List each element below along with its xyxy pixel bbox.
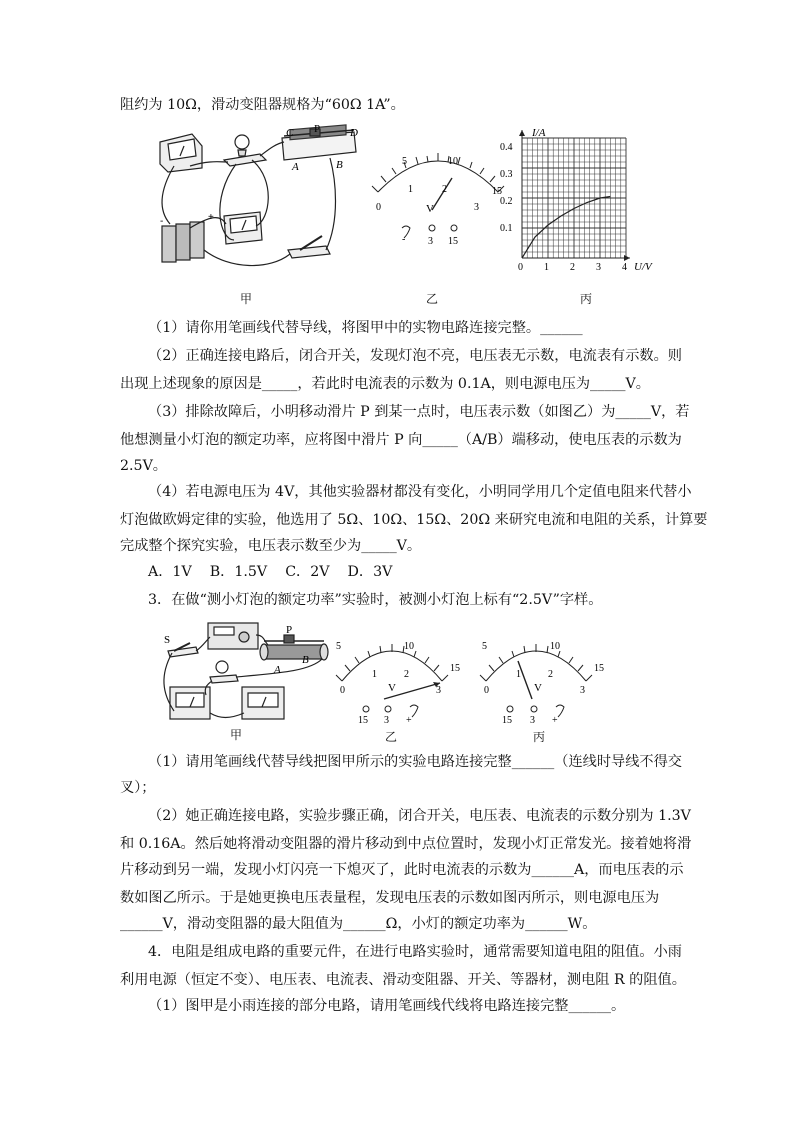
switch-icon xyxy=(168,643,198,657)
dial-yi-v-label: V xyxy=(388,682,396,694)
ammeter-icon xyxy=(160,134,202,172)
text-line: 数如图乙所示。于是她更换电压表量程，发现电压表的示数如图丙所示，则电源电压为 xyxy=(120,890,660,906)
rheostat-label-a: A xyxy=(292,161,299,173)
text-line: （4）若电源电压为 4V，其他实验器材都没有变化，小明同学用几个定值电阻来代替小 xyxy=(148,484,692,500)
dial-bing-v-label: V xyxy=(534,682,542,694)
rheostat-label-b: B xyxy=(302,654,309,666)
terminal-15: 15 xyxy=(358,715,368,726)
power-supply-icon xyxy=(208,623,258,649)
terminal-minus: - xyxy=(402,234,406,245)
dial-bing-bottom-2: 2 xyxy=(548,669,553,680)
caption-yi-2: 乙 xyxy=(385,730,398,744)
graph-ylabel: I/A xyxy=(532,127,546,139)
voltmeter-icon xyxy=(242,687,284,719)
graph-x-tick: 0 xyxy=(518,262,523,273)
rheostat-icon xyxy=(260,635,328,660)
text-line: 灯泡做欧姆定律的实验，他选用了 5Ω、10Ω、15Ω、20Ω 来研究电流和电阻的关系，计算要 xyxy=(120,512,708,528)
text-line: （2）正确连接电路后，闭合开关，发现灯泡不亮，电压表无示数，电流表有示数。则 xyxy=(148,348,682,364)
iu-graph-bing xyxy=(519,130,630,261)
dial-yi-bottom-3: 3 xyxy=(474,202,479,213)
rheostat-label-c: C xyxy=(286,127,294,139)
switch-icon xyxy=(288,236,330,258)
text-line: 叉）； xyxy=(120,780,156,796)
graph-x-tick: 3 xyxy=(596,262,601,273)
text-line: 出现上述现象的原因是_____，若此时电流表的示数为 0.1A，则电源电压为_____V。 xyxy=(120,376,650,392)
voltmeter-dial-yi-2 xyxy=(336,644,448,717)
terminal-plus: + xyxy=(406,715,412,726)
dial-yi-top-10: 10 xyxy=(448,156,458,167)
text-line: 和 0.16A。然后她将滑动变阻器的滑片移动到中点位置时，发现小灯正常发光。接着她将滑 xyxy=(120,836,692,852)
dial-yi-bottom-1: 1 xyxy=(372,669,377,680)
terminal-3: 3 xyxy=(428,236,433,247)
text-line: （1）图甲是小雨连接的部分电路，请用笔画线代线将电路连接完整______。 xyxy=(148,998,626,1014)
caption-bing: 丙 xyxy=(580,292,593,306)
text-line: 片移动到另一端，发现小灯闪亮一下熄灭了，此时电流表的示数为______A，而电压表的示 xyxy=(120,862,684,878)
rheostat-label-a: A xyxy=(274,664,281,676)
dial-yi-bottom-2: 2 xyxy=(404,669,409,680)
battery-icon xyxy=(162,222,204,262)
rheostat-label-b: B xyxy=(336,159,343,171)
graph-y-tick: 0.4 xyxy=(500,142,513,153)
terminal-3: 3 xyxy=(530,715,535,726)
battery-minus: - xyxy=(160,216,164,227)
circuit-diagram-jia-2 xyxy=(164,623,328,719)
text-line: （1）请你用笔画线代替导线，将图甲中的实物电路连接完整。______ xyxy=(148,320,583,336)
dial-bing-top-15: 15 xyxy=(594,663,604,674)
dial-yi-bottom-3: 3 xyxy=(436,685,441,696)
graph-y-tick: 0.2 xyxy=(500,196,513,207)
text-line: 他想测量小灯泡的额定功率，应将图中滑片 P 向_____（A/B）端移动，使电压表的示数为 xyxy=(120,432,682,448)
text-line: （1）请用笔画线代替导线把图甲所示的实验电路连接完整______（连线时导线不得交 xyxy=(148,754,682,770)
text-line: ______V，滑动变阻器的最大阻值为______Ω，小灯的额定功率为______W。 xyxy=(120,916,597,932)
terminal-15: 15 xyxy=(502,715,512,726)
figure-1 xyxy=(150,120,680,280)
battery-plus: + xyxy=(208,212,214,223)
dial-yi-zero: 0 xyxy=(376,202,381,213)
caption-jia: 甲 xyxy=(240,292,253,306)
caption-bing-2: 丙 xyxy=(533,730,546,744)
question-4-heading: 4．电阻是组成电路的重要元件，在进行电路实验时，通常需要知道电阻的阻值。小雨 xyxy=(148,944,682,960)
text-line: 完成整个探究实验，电压表示数至少为_____V。 xyxy=(120,538,422,554)
graph-y-tick: 0.1 xyxy=(500,223,513,234)
figure-2 xyxy=(160,615,620,740)
dial-yi-zero: 0 xyxy=(340,685,345,696)
terminal-plus: + xyxy=(552,715,558,726)
circuit-diagram-jia xyxy=(160,125,356,266)
rheostat-label-p: P xyxy=(314,123,321,135)
caption-jia-2: 甲 xyxy=(230,728,243,742)
graph-xlabel: U/V xyxy=(634,261,652,273)
dial-bing-zero: 0 xyxy=(484,685,489,696)
voltmeter-dial-bing-2 xyxy=(480,644,592,717)
answer-options: A．1V B．1.5V C．2V D．3V xyxy=(148,564,393,580)
text-line: （3）排除故障后，小明移动滑片 P 到某一点时，电压表示数（如图乙）为_____V，若 xyxy=(148,404,690,420)
dial-bing-bottom-3: 3 xyxy=(580,685,585,696)
dial-yi-top-5: 5 xyxy=(336,641,341,652)
rheostat-label-d: D xyxy=(350,127,358,139)
ammeter-icon xyxy=(170,687,210,719)
bulb-icon xyxy=(210,661,238,683)
rheostat-label-p: P xyxy=(286,624,293,636)
text-line: （2）她正确连接电路，实验步骤正确，闭合开关，电压表、电流表的示数分别为 1.3V xyxy=(148,808,691,824)
graph-x-tick: 2 xyxy=(570,262,575,273)
question-3-heading: 3．在做“测小灯泡的额定功率”实验时，被测小灯泡上标有“2.5V”字样。 xyxy=(148,592,603,608)
switch-label-s: S xyxy=(164,634,171,646)
dial-bing-top-10: 10 xyxy=(550,641,560,652)
graph-x-tick: 1 xyxy=(544,262,549,273)
dial-yi-top-5: 5 xyxy=(402,156,407,167)
dial-yi-top-10: 10 xyxy=(404,641,414,652)
graph-y-tick: 0.3 xyxy=(500,169,513,180)
graph-x-tick: 4 xyxy=(622,262,627,273)
dial-yi-v-label: V xyxy=(426,203,434,215)
voltmeter-dial-yi xyxy=(372,153,504,238)
text-line: 2.5V。 xyxy=(120,458,167,474)
caption-yi: 乙 xyxy=(426,292,439,306)
terminal-15: 15 xyxy=(448,236,458,247)
dial-bing-top-5: 5 xyxy=(482,641,487,652)
dial-yi-bottom-1: 1 xyxy=(408,184,413,195)
dial-yi-top-15: 15 xyxy=(492,186,502,197)
dial-yi-bottom-2: 2 xyxy=(442,184,447,195)
text-line: 利用电源（恒定不变）、电压表、电流表、滑动变阻器、开关、等器材，测电阻 R 的阻值。 xyxy=(120,972,686,988)
terminal-3: 3 xyxy=(384,715,389,726)
iu-curve xyxy=(522,197,610,259)
text-line: 阻约为 10Ω，滑动变阻器规格为“60Ω 1A”。 xyxy=(120,97,405,113)
bulb-icon xyxy=(224,135,266,166)
dial-yi-top-15: 15 xyxy=(450,663,460,674)
dial-bing-bottom-1: 1 xyxy=(516,669,521,680)
